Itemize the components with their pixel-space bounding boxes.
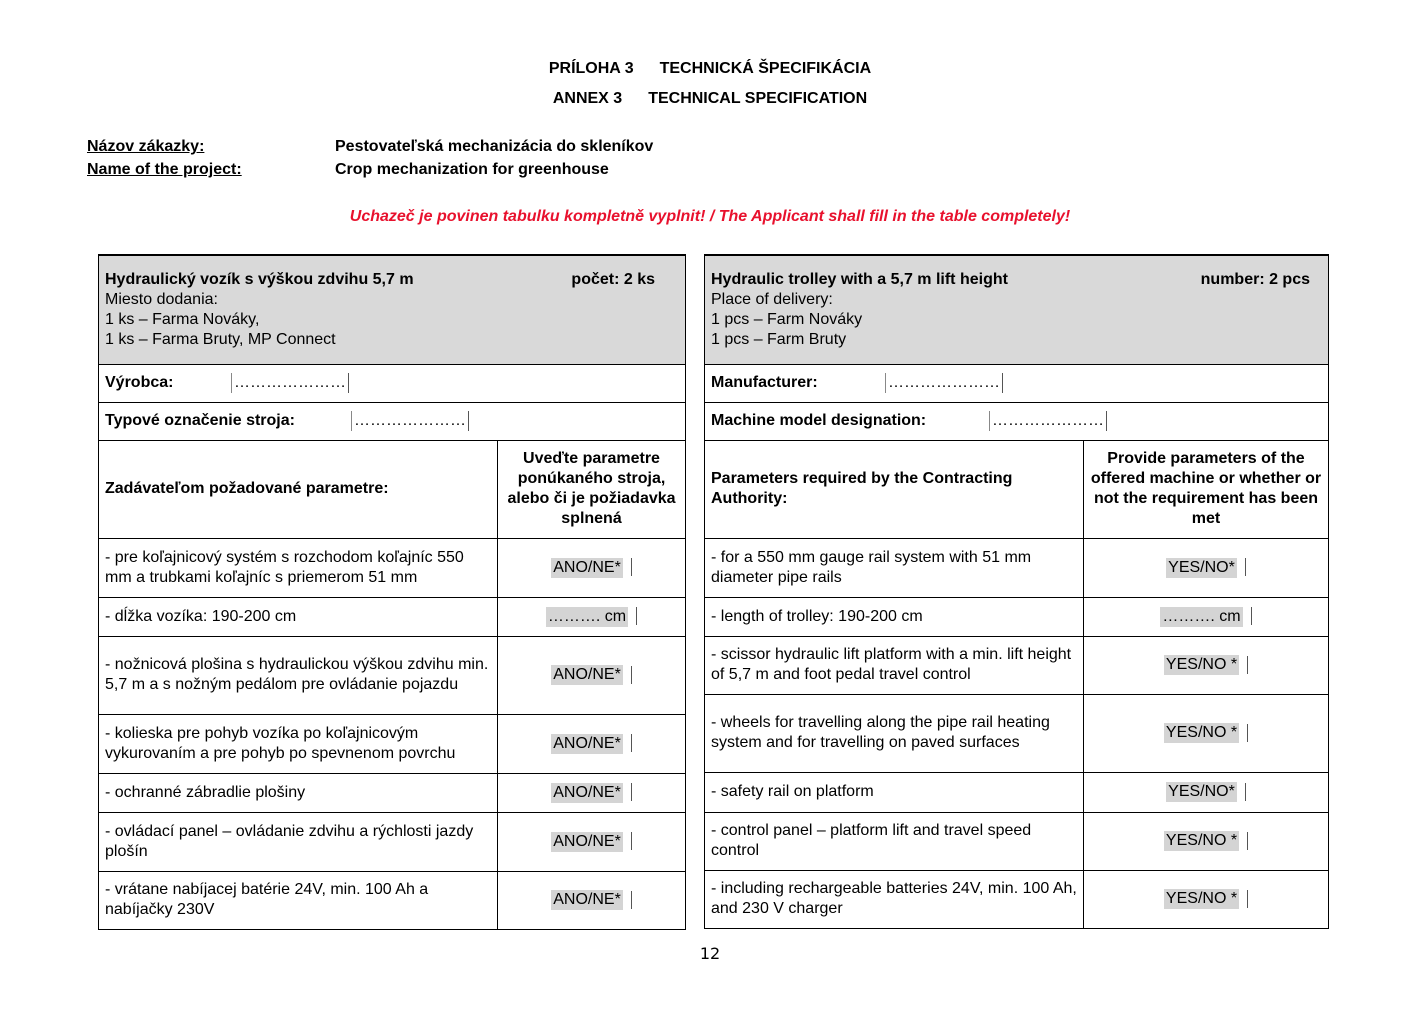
annex-heading-sk — [0, 60, 1420, 78]
param-cell: - ovládací panel – ovládanie zdvihu a rýchlosti jazdy plošín — [99, 812, 498, 871]
delivery-line: 1 ks – Farma Bruty, MP Connect — [105, 330, 336, 348]
table-row — [705, 772, 1329, 812]
manufacturer-field[interactable]: ………………… — [885, 373, 1003, 393]
answer-field[interactable]: ………. cm — [547, 607, 627, 625]
spec-table-en — [704, 254, 1329, 929]
column-header-row — [705, 440, 1329, 538]
annex-title-sk: TECHNICKÁ ŠPECIFIKÁCIA — [659, 60, 872, 77]
model-label: Typové označenie stroja: — [105, 412, 295, 429]
quantity: počet: 2 ks — [571, 270, 656, 288]
param-cell: - control panel – platform lift and travel speed control — [705, 812, 1084, 870]
answer-field[interactable]: ANO/NE* — [553, 783, 621, 801]
param-cell: - scissor hydraulic lift platform with a min. lift height of 5,7 m and foot pedal travel control — [705, 636, 1084, 694]
delivery-line: 1 pcs – Farm Nováky — [711, 310, 863, 328]
model-field[interactable]: ………………… — [989, 411, 1107, 431]
table-row — [705, 694, 1329, 772]
project-label-en: Name of the project: — [87, 161, 242, 178]
table-row — [99, 773, 686, 812]
table-row — [705, 636, 1329, 694]
table-row — [99, 538, 686, 597]
answer-field[interactable]: ANO/NE* — [553, 891, 621, 908]
required-params-header: Parameters required by the Contracting Authority: — [705, 440, 1084, 538]
param-cell: - for a 550 mm gauge rail system with 51 mm diameter pipe rails — [705, 538, 1084, 597]
machine-title: Hydraulic trolley with a 5,7 m lift height — [711, 270, 1008, 288]
table-row — [705, 812, 1329, 870]
table-header-en — [705, 255, 1329, 364]
param-cell: - length of trolley: 190-200 cm — [705, 597, 1084, 636]
param-cell: - kolieska pre pohyb vozíka po koľajnicovým vykurovaním a pre pohyb po spevnenom povrchu — [99, 714, 498, 773]
answer-field[interactable]: ANO/NE* — [553, 734, 621, 752]
delivery-label: Miesto dodania: — [105, 290, 218, 308]
project-value-en: Crop mechanization for greenhouse — [335, 161, 609, 178]
manufacturer-label: Manufacturer: — [711, 374, 818, 391]
page-number: 12 — [699, 944, 721, 963]
param-cell: - safety rail on platform — [705, 772, 1084, 812]
project-value-sk: Pestovateľská mechanizácia do skleníkov — [335, 138, 654, 155]
param-cell: - dĺžka vozíka: 190-200 cm — [99, 597, 498, 636]
annex-heading-en — [0, 90, 1420, 108]
manufacturer-field[interactable]: ………………… — [231, 373, 349, 393]
answer-field[interactable]: ………. cm — [1162, 607, 1241, 625]
column-header-row — [99, 440, 686, 538]
table-row — [705, 597, 1329, 636]
param-cell: - ochranné zábradlie plošiny — [99, 773, 498, 812]
table-row — [99, 871, 686, 929]
delivery-line: 1 ks – Farma Nováky, — [105, 310, 260, 328]
answer-field[interactable]: YES/NO* — [1168, 558, 1235, 576]
model-field[interactable]: ………………… — [351, 411, 469, 431]
table-row — [99, 636, 686, 714]
offered-params-header: Uveďte parametre ponúkaného stroja, alebo či je požiadavka splnená — [498, 440, 686, 538]
answer-field[interactable]: ANO/NE* — [553, 558, 621, 576]
param-cell: - pre koľajnicový systém s rozchodom koľajníc 550 mm a trubkami koľajníc s priemerom 51 mm — [99, 538, 498, 597]
delivery-line: 1 pcs – Farm Bruty — [711, 330, 847, 348]
table-header-sk — [99, 255, 686, 364]
annex-number-en: ANNEX 3 — [552, 90, 623, 107]
answer-field[interactable]: YES/NO* — [1168, 783, 1235, 800]
model-row — [99, 402, 686, 440]
manufacturer-row — [99, 364, 686, 402]
spec-table-sk — [98, 254, 686, 930]
table-row — [99, 714, 686, 773]
table-row — [705, 538, 1329, 597]
delivery-label: Place of delivery: — [711, 290, 833, 308]
answer-field[interactable]: YES/NO * — [1165, 832, 1238, 849]
manufacturer-row — [705, 364, 1329, 402]
annex-number-sk: PRÍLOHA 3 — [548, 60, 634, 77]
quantity: number: 2 pcs — [1200, 270, 1310, 288]
answer-field[interactable]: YES/NO * — [1165, 724, 1238, 741]
param-cell: - nožnicová plošina s hydraulickou výškou zdvihu min. 5,7 m a s nožným pedálom pre ovládanie pojazdu — [99, 636, 498, 714]
model-row — [705, 402, 1329, 440]
machine-title: Hydraulický vozík s výškou zdvihu 5,7 m — [105, 270, 414, 288]
annex-title-en: TECHNICAL SPECIFICATION — [648, 90, 868, 107]
required-params-header: Zadávateľom požadované parametre: — [99, 440, 498, 538]
model-label: Machine model designation: — [711, 412, 927, 429]
param-cell: - wheels for travelling along the pipe rail heating system and for travelling on paved surfaces — [705, 694, 1084, 772]
param-cell: - vrátane nabíjacej batérie 24V, min. 100 Ah a nabíjačky 230V — [99, 871, 498, 929]
answer-field[interactable]: YES/NO * — [1165, 656, 1238, 673]
param-cell: - including rechargeable batteries 24V, min. 100 Ah, and 230 V charger — [705, 870, 1084, 928]
answer-field[interactable]: ANO/NE* — [553, 666, 621, 683]
table-row — [99, 597, 686, 636]
manufacturer-label: Výrobca: — [105, 374, 174, 391]
project-label-sk: Názov zákazky: — [87, 138, 205, 155]
table-row — [705, 870, 1329, 928]
offered-params-header: Provide parameters of the offered machine or whether or not the requirement has been met — [1084, 440, 1329, 538]
answer-field[interactable]: ANO/NE* — [553, 832, 621, 850]
fill-in-notice: Uchazeč je povinen tabulku kompletně vyplnit! / The Applicant shall fill in the table completely! — [349, 208, 1071, 225]
answer-field[interactable]: YES/NO * — [1165, 890, 1238, 907]
table-row — [99, 812, 686, 871]
